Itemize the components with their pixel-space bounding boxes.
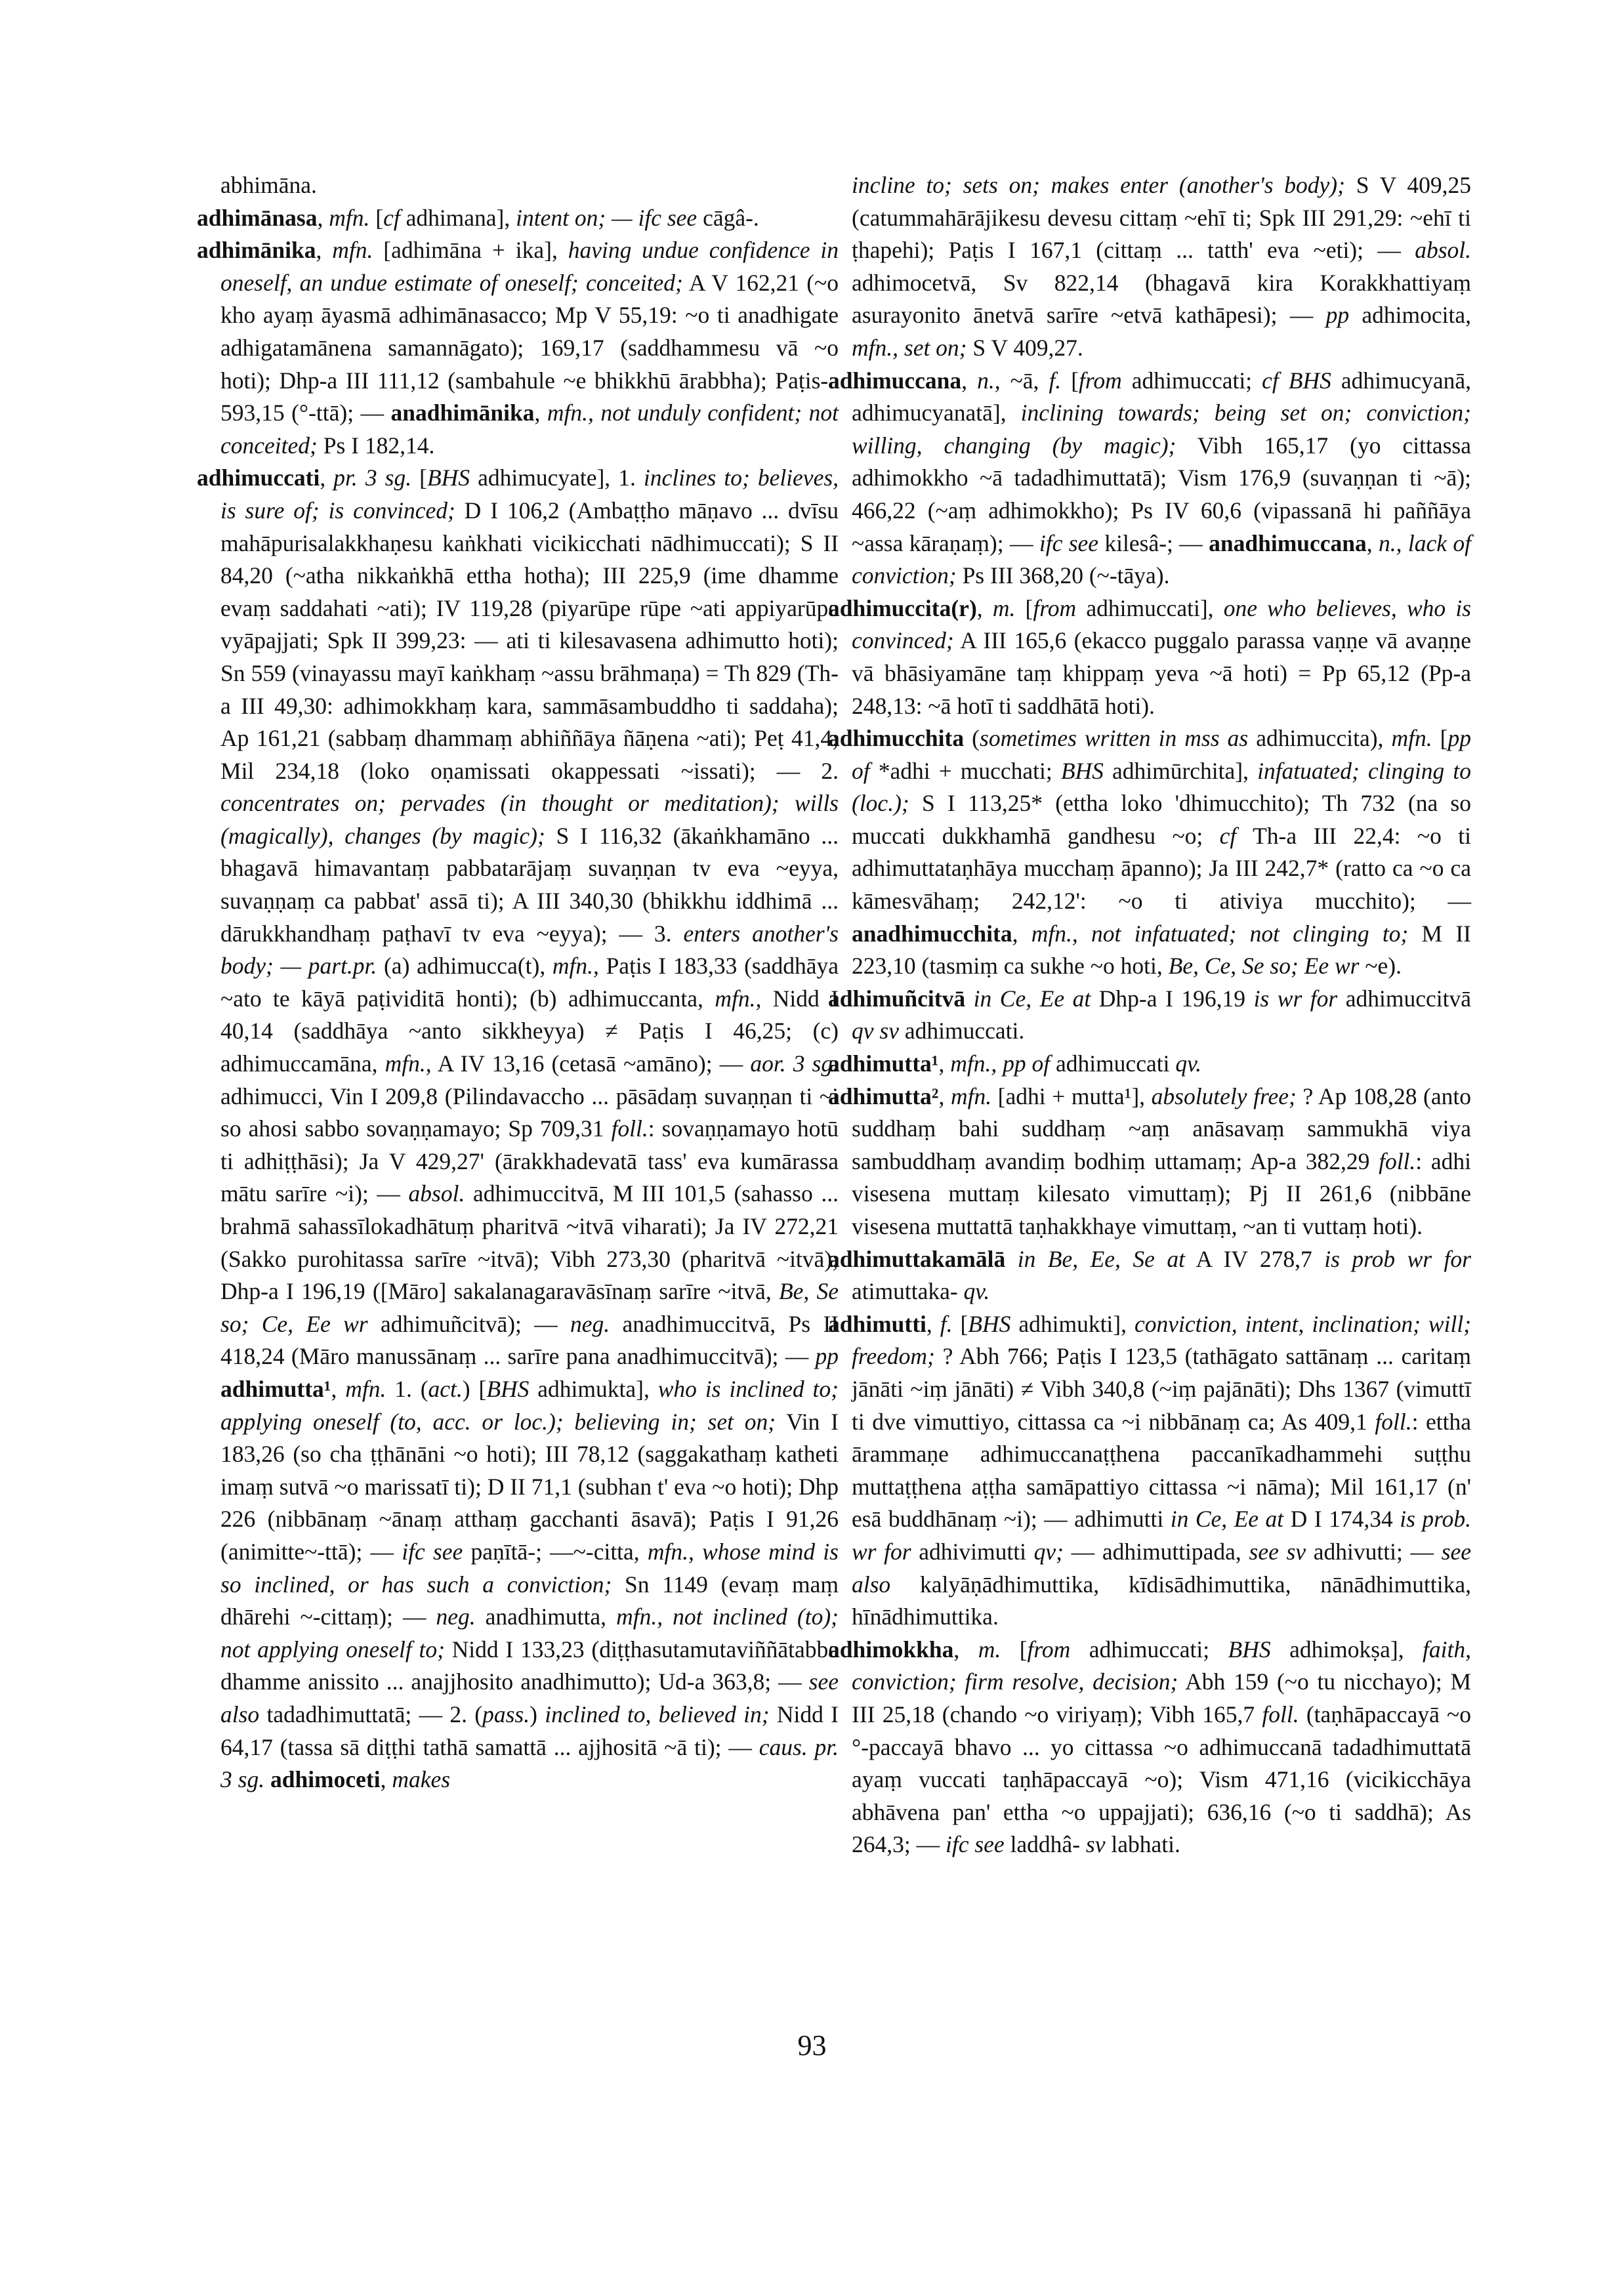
entry-text: see also [220,1668,839,1727]
entry-text: adhivimutti [911,1538,1034,1565]
entry-text: mfn., [552,953,599,980]
entry-text: adhimukti], [1010,1310,1135,1337]
entry-text: pass. [482,1701,530,1727]
entry-text: who is inclined to; applying oneself (to, acc. or loc.); believing in; set on; [220,1375,839,1435]
headword: adhimutta² [828,1083,939,1109]
entry-text: ifc see [946,1831,1005,1858]
entry-text: neg. [570,1310,610,1337]
entry-text: foll. [1262,1701,1299,1727]
entry-text: sv [1085,1831,1106,1858]
entry-text: kalyāṇādhimuttika, kīdisādhimuttika, nānādhimuttika, hīnādhimuttika. [852,1571,1471,1630]
entry-text: *adhi + mucchati; [869,757,1061,784]
entry-text: adhimuccati], [1076,594,1224,621]
entry-text: in Ce, Ee at [1170,1506,1284,1533]
entry-text: makes [392,1766,451,1793]
dictionary-entry [828,983,1471,1048]
entry-text: qv. [1175,1050,1202,1077]
entry-text: Paṭis I 183,33 (saddhāya ~ato te kāyā paṭividitā honti); (b) adhimuccanta, [220,953,839,1012]
entry-text: ) [530,1701,545,1727]
entry-text: [ [1015,594,1033,621]
entry-text: , [938,1050,951,1077]
entry-text: pr. 3 sg. [333,465,412,491]
entry-text: A III 165,6 (ekacco puggalo parassa vaṇṇe vā avaṇṇe vā bhāsiyamāne taṃ khippaṃ yeva ~ā hoti) = Pp 65,12 (Pp-a 248,13: ~ā hotī ti saddhātā hoti). [852,627,1471,719]
entry-text: A IV 13,16 (cetasā ~amāno); — [431,1050,751,1077]
dictionary-entry [828,592,1471,722]
entry-text: m. [992,594,1016,621]
entry-text: atimuttaka- [852,1278,964,1305]
entry-text: aor. 3 sg. [750,1050,839,1077]
entry-text: qv sv [852,1018,899,1044]
entry-text: [ [1001,1636,1028,1663]
entry-text: from [1027,1636,1071,1663]
entry-text: mfn., not unduly confident; not conceited; [220,400,839,459]
entry-text: (taṇhāpaccayā ~o °-paccayā bhavo ... yo cittassa ~o adhimuccanā tadadhimuttatā ayaṃ vuccati taṇhāpaccayā ~o); Vism 471,16 (vicikicchāya abhāvena pan' ettha ~o uppajjati); 636,16 (~o ti saddhā); As 264,3; — [852,1701,1472,1858]
entry-text: [ [411,465,427,491]
entry-text: , [926,1310,940,1337]
entry-text: f. [940,1310,953,1337]
entry-text: adhimūrchita], [1103,757,1258,784]
entry-text: ~e). [1359,953,1402,980]
entry-text: qv. [963,1278,990,1305]
entry-text: cf [1219,822,1237,849]
entry-text: foll. [1379,1148,1416,1174]
headword: adhimutta¹ [828,1050,939,1077]
entry-text: S V 409,25 (catummahārājikesu devesu cittaṃ ~ehī ti; Spk III 291,29: ~ehī ti ṭhapehi); Paṭis I 167,1 (cittaṃ ... tatth' eva ~eti); — [852,172,1471,264]
dictionary-entry [197,462,839,1796]
entry-text: ~ā, [1000,367,1049,394]
entry-text: BHS [427,465,470,491]
entry-text: adhimucci, Vin I 209,8 (Pilindavaccho ... pāsādaṃ suvaṇṇan ti ~i so ahosi sabbo sovaṇṇamayo; Sp 709,31 [220,1083,839,1142]
entry-text: , [1366,529,1379,556]
headword: adhimuccana [828,367,962,394]
entry-text: see also [852,1538,1472,1598]
entry-text: adhimokṣa], [1270,1636,1423,1663]
entry-text: is prob. wr for [852,1506,1471,1565]
entry-text: pp [815,1343,839,1370]
entry-text: cf BHS [1262,367,1331,394]
entry-text: Dhp-a I 196,19 [1091,985,1254,1012]
page-number: 93 [797,2029,827,2061]
entry-text: mfn., not inclined (to); not applying oneself to; [220,1603,839,1663]
entry-text: [ [1432,725,1448,752]
entry-text: concentrates on; pervades (in thought or meditation); wills (magically), changes (by magic); [220,790,839,849]
entry-text: BHS [1060,757,1104,784]
entry-text: anadhimuccitvā, Ps II 418,24 (Māro manussānaṃ ... sarīre pana anadhimuccitvā); — [220,1310,839,1370]
entry-text: ifc see [1039,529,1099,556]
entry-text: laddhâ- [1004,1831,1086,1858]
entry-text: Ps III 368,20 (~-tāya). [956,562,1170,589]
entry-text: Nidd I 40,14 (saddhāya ~anto sikkheyya) ≠ Paṭis I 46,25; (c) adhimuccamāna, [220,985,839,1077]
entry-text: absol. [1415,237,1471,264]
entry-text: , [331,1375,346,1402]
entry-text [965,985,974,1012]
dictionary-entry [197,202,839,235]
headword: adhimānasa [197,204,318,231]
headword: adhimuñcitvā [828,985,966,1012]
entry-text: A IV 278,7 [1184,1245,1325,1272]
headword: adhimuccati [197,465,320,491]
entry-text: act. [428,1375,463,1402]
entry-text: caus. pr. 3 sg. [220,1733,839,1793]
entry-text: , [380,1766,392,1793]
entry-text: neg. [436,1603,476,1630]
entry-text: faith, conviction; firm resolve, decision; [852,1636,1471,1695]
entry-text: kilesâ-; — [1098,529,1209,556]
entry-text: adhimucyate], 1. [470,465,644,491]
entry-text: adhimuñcitvā); — [367,1310,571,1337]
dictionary-entry [828,1308,1471,1634]
entry-text: , [953,1636,978,1663]
entry-text: pp of [852,725,1471,784]
headword: adhimutta¹ [220,1375,331,1402]
entry-text: [adhi + mutta¹], [991,1083,1152,1109]
dictionary-entry [828,1634,1471,1861]
entry-text: ifc see [402,1538,463,1565]
entry-text: one who believes, who is convinced; [852,594,1471,654]
entry-text: mfn. [345,1375,386,1402]
entry-text: qv; [1033,1538,1064,1565]
dictionary-entry [828,722,1471,983]
entry-text: ? Ap 108,28 (anto suddhaṃ bahi suddhaṃ ~aṃ anāsavaṃ sammukhā viya sambuddhaṃ avandiṃ bodhiṃ uttamaṃ; Ap-a 382,29 [852,1083,1471,1174]
dictionary-entry [828,1243,1471,1308]
entry-text: ( [964,725,980,752]
entry-text: in Ce, Ee at [973,985,1091,1012]
entry-text: A V 162,21 (~o kho ayaṃ āyasmā adhimānasacco; Mp V 55,19: ~o ti anadhigate adhigatamānena samannāgato); 169,17 (saddhammesu vā ~o hoti); Dhp-a III 111,12 (sambahule ~e bhikkhū ārabbha); Paṭis-a 593,15 (°-ttā); — [220,269,839,426]
headword: adhimoceti [270,1766,381,1793]
entry-text: mfn., [385,1050,432,1077]
entry-text: adhimukta], [529,1375,658,1402]
headword: anadhimānika [390,400,535,426]
entry-text: f. [1049,367,1062,394]
entry-text: pp [1325,302,1350,329]
entry-text: infatuated; clinging to (loc.); [852,757,1471,817]
headword: anadhimucchita [852,920,1012,947]
entry-text: tadadhimuttatā; — 2. ( [259,1701,483,1727]
headword: adhimuccita(r) [828,594,977,621]
entry-text: 1. ( [386,1375,428,1402]
entry-text: M II 223,10 (tasmiṃ ca sukhe ~o hoti, [852,920,1471,980]
dictionary-entry [197,234,839,462]
entry-text: ) [ [462,1375,487,1402]
entry-text: Abh 159 (~o tu nicchayo); M III 25,18 (chando ~o viriyaṃ); Vibh 165,7 [852,1668,1472,1727]
entry-text: [adhimāna + ika], [373,237,568,264]
entry-text: mfn., not infatuated; not clinging to; [1031,920,1409,947]
entry-text: BHS [1228,1636,1271,1663]
entry-text: Be, Ce, Se so; Ee wr [1168,953,1360,980]
entry-text: sometimes written in mss as [980,725,1249,752]
entry-text: , [1012,920,1031,947]
entry-text: : ettha ārammaṇe adhimuccanaṭṭhena paccanīkadhammehi suṭṭhu muttaṭṭhena aṭṭha samāpattiyo cittassa ~i nāma); Mil 161,17 (n' esā buddhānaṃ ~i); — adhimutti [852,1408,1471,1533]
headword: adhimokkha [828,1636,954,1663]
entry-text: from [1079,367,1122,394]
entry-text: BHS [486,1375,530,1402]
entry-text: Vibh 165,17 (yo cittassa adhimokkho ~ā tadadhimuttatā); Vism 176,9 (suvaṇṇan ti ~ā); 466,22 (~aṃ adhimokkho); Ps IV 60,6 (vipassanā hi paññāya ~assa kāraṇaṃ); — [852,432,1471,556]
entry-text: is prob wr for [1324,1245,1471,1272]
dictionary-entry [828,1048,1471,1081]
entry-text: foll. [611,1115,648,1142]
entry-text: incline to; sets on; makes enter (another's body); [852,172,1345,198]
entry-text: see sv [1249,1538,1306,1565]
entry-text: Ps I 182,14. [317,432,435,459]
entry-text: inclined to, believed in; [545,1701,770,1727]
entry-text: , [938,1083,951,1109]
entry-text: cāgâ-. [697,204,759,231]
entry-text: absol. [408,1180,465,1207]
right-column [828,169,1471,1861]
entry-text: Vin I 183,26 (so cha ṭṭhānāni ~o hoti); III 78,12 (saggakathaṃ katheti imaṃ sutvā ~o marissatī ti); D II 71,1 (subhan t' eva ~o hoti); Dhp 226 (nibbānaṃ ~ānaṃ atthaṃ gacchanti āsavā); Paṭis I 91,26 (animitte~-ttā); — [220,1408,839,1565]
entry-text: , [534,400,547,426]
headword: adhimuttakamālā [828,1245,1006,1272]
entry-text: — adhimuttipada, [1064,1538,1249,1565]
entry-text: D I 174,34 [1283,1506,1400,1533]
entry-text: BHS [968,1310,1011,1337]
entry-text: mfn., pp of [950,1050,1051,1077]
entry-text: D I 106,2 (Ambaṭṭho māṇavo ... dvīsu mahāpurisalakkhaṇesu kaṅkhati vicikicchati nādhimuccati); S II 84,20 (~atha nikkaṅkhā ettha hotha); III 225,9 (ime dhamme evaṃ saddahati ~ati); IV 119,28 (piyarūpe rūpe ~ati appiyarūpe vyāpajjati; Spk II 399,23: — ati ti kilesavasena adhimutto hoti); Sn 559 (vinayassu mayī kaṅkhaṃ ~assu brāhmaṇa) = Th 829 (Th-a III 49,30: adhimokkhaṃ kara, sammāsambuddho ti saddaha); Ap 161,21 (sabbaṃ dhammaṃ abhiññāya ñāṇena ~ati); Peṭ 41,4; Mil 234,18 (loko oṇamissati okappessati ~issati); — 2. [220,497,839,784]
entry-text: adhimocetvā, Sv 822,14 (bhagavā kira Korakkhattiyaṃ asurayonito ānetvā sarīre ~etvā kathāpesi); — [852,269,1471,329]
entry-text: : adhi visesena muttaṃ kilesato vimuttaṃ); Pj II 261,6 (nibbāne visesena muttattā taṇhakkhaye vimuttaṃ, ~an ti vuttaṃ hoti). [852,1148,1472,1239]
entry-text: enters another's body; — part.pr. [220,920,839,980]
entry-text: foll. [1375,1408,1412,1435]
entry-text: Sn 1149 (evaṃ maṃ dhārehi ~-cittaṃ); — [220,1571,839,1630]
entry-text: adhimuccitvā, M III 101,5 (sahasso ... brahmā sahassīlokadhātuṃ pharitvā ~itvā viharati); Ja IV 272,21 (Sakko purohitassa sarīre ~itvā); Vibh 273,30 (pharitvā ~itvā); Dhp-a I 196,19 ([Māro] sakalanagaravāsīnaṃ sarīre ~itvā, [220,1180,839,1305]
entry-text: S I 116,32 (ākaṅkhamāno ... bhagavā himavantaṃ pabbatarājaṃ suvaṇṇan tv eva ~eyya, suvaṇṇaṃ ca pabbat' assā ti); A III 340,30 (bhikkhu iddhimā ... dārukkhandhaṃ paṭhavī tv eva ~eyya); — 3. [220,822,839,947]
entry-text: , [320,465,334,491]
entry-text: mfn. [950,1083,992,1109]
entry-text: [ [1061,367,1079,394]
dictionary-entry [828,169,1471,365]
entry-text: abhimāna. [220,172,317,198]
headword: adhimucchita [828,725,965,752]
headword: anadhimuccana [1209,529,1367,556]
entry-text: mfn. [329,204,370,231]
entry-text: having undue confidence in oneself, an undue estimate of oneself; conceited; [220,237,839,296]
entry-text: Be, Se so; Ce, Ee wr [220,1278,839,1337]
entry-text: [ [952,1310,968,1337]
entry-text: S I 113,25* (ettha loko 'dhimucchito); Th 732 (na so muccati dukkhamhā gandhesu ~o; [852,790,1471,849]
entry-text: conviction, intent, inclination; will; freedom; [852,1310,1472,1370]
entry-text: from [1033,594,1077,621]
entry-text: inclines to; believes, is sure of; is convinced; [220,465,839,524]
entry-text: in Be, Ee, Se at [1017,1245,1185,1272]
entry-text: inclining towards; being set on; conviction; willing, changing (by magic); [852,400,1471,459]
entry-text: adhimuccita), [1248,725,1392,752]
entry-text: (a) adhimucca(t), [377,953,552,980]
entry-text: : sovaṇṇamayo hotū ti adhiṭṭhāsi); Ja V 429,27' (ārakkhadevatā tass' eva kumārassa mātu sarīre ~i); — [220,1115,839,1207]
entry-text: anadhimutta, [475,1603,617,1630]
entry-text: mfn., whose mind is so inclined, or has such a conviction; [220,1538,839,1598]
entry-text: paṇītā-; —~-citta, [463,1538,648,1565]
entry-text: mfn. [1391,725,1432,752]
entry-text: Nidd I 64,17 (tassa sā diṭṭhi tathā samattā ... ajjhositā ~ā ti); — [220,1701,839,1760]
entry-text: m. [978,1636,1001,1663]
entry-text: adhimucyanā, adhimucyanatā], [852,367,1471,426]
entry-text: adhimuccati; [1121,367,1262,394]
entry-text [264,1766,270,1792]
entry-text: mfn. [332,237,373,264]
entry-text: , [976,594,993,621]
entry-text: adhivutti; — [1306,1538,1442,1565]
entry-text: cf [383,204,400,231]
entry-text: S V 409,27. [967,334,1083,361]
headword: adhimutti [828,1310,927,1337]
dictionary-entry [828,1081,1471,1243]
entry-text: intent on; — ifc see [516,204,697,231]
entry-text: mfn., [715,985,762,1012]
entry-text: adhimuccitvā [1337,985,1471,1012]
dictionary-entry [197,169,839,202]
entry-text: absolutely free; [1151,1083,1297,1109]
entry-text: n., [977,367,1001,394]
entry-text: Th-a III 22,4: ~o ti adhimuttataṇhāya mucchaṃ āpanno); Ja III 242,7* (ratto ca ~o ca kāmesvāhaṃ; 242,12': ~o ti ativiya mucchito); — [852,822,1471,915]
entry-text: adhimocita, [1349,302,1471,329]
entry-text: [ [369,204,384,231]
entry-text: mfn., set on; [852,334,967,361]
entry-text: , [961,367,978,394]
entry-text: is wr for [1253,985,1338,1012]
entry-text: Nidd I 133,23 (diṭṭhasutamutaviññātabbe dhamme anissito ... anajjhosito anadhimutto); Ud-a 363,8; — [220,1636,839,1695]
headword: adhimānika [197,237,316,264]
entry-text: adhimana], [400,204,516,231]
entry-text: adhimuccati; [1070,1636,1228,1663]
entry-text: ? Abh 766; Paṭis I 123,5 (tathāgato sattānaṃ ... caritaṃ jānāti ~iṃ jānāti) ≠ Vibh 340,8 (~iṃ pajānāti); Dhs 1367 (vimuttī ti dve vimuttiyo, cittassa ca ~i nibbānaṃ ca; As 409,1 [852,1343,1471,1435]
dictionary-entry [828,365,1471,592]
entry-text [1005,1246,1017,1272]
entry-text: labhati. [1105,1831,1180,1858]
entry-text: , [317,204,329,231]
entry-text: n., lack of conviction; [852,529,1472,589]
left-column [197,169,839,1796]
entry-text: adhimuccati. [898,1018,1025,1044]
entry-text: , [316,237,333,264]
entry-text: adhimuccati [1050,1050,1176,1077]
